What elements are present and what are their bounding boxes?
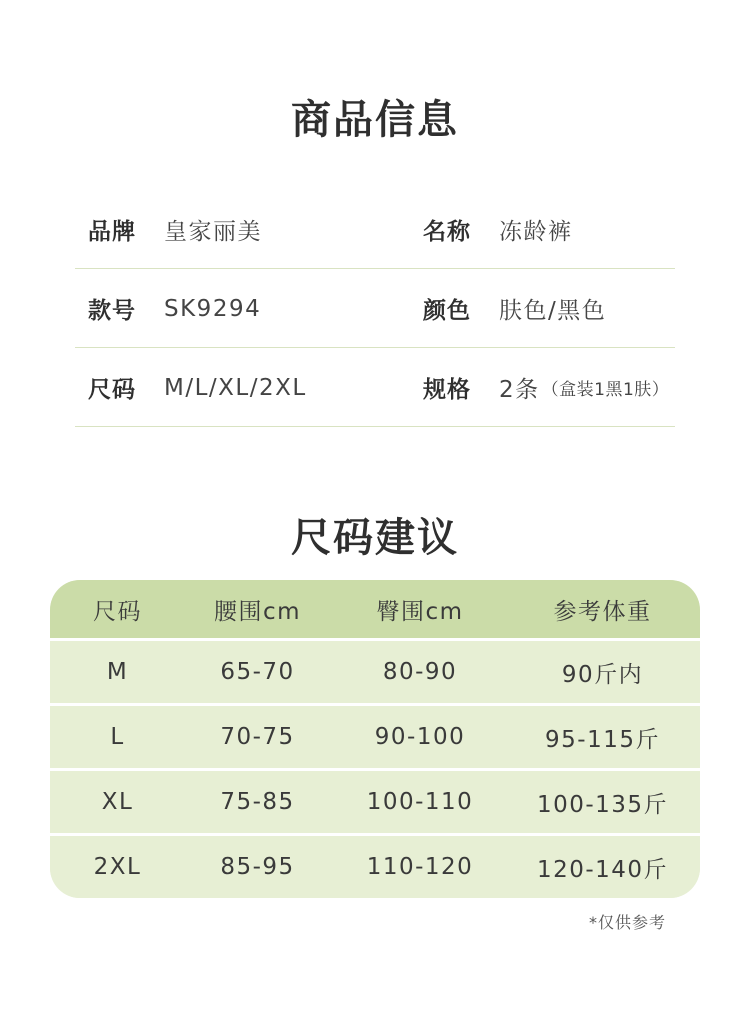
table-row — [50, 771, 700, 833]
info-cell-size — [88, 348, 307, 427]
table-cell: 100-110 — [366, 789, 474, 815]
size-guide-title: 尺码建议 — [291, 515, 459, 561]
reference-footnote: *仅供参考 — [588, 913, 666, 932]
table-header-cell: 腰围cm — [213, 598, 302, 625]
info-note: （盒装1黑1肤） — [541, 380, 670, 400]
info-label: 款号 — [88, 298, 136, 324]
table-cell: 80-90 — [382, 659, 458, 685]
info-value: 冻龄裤 — [499, 219, 573, 245]
info-value: 肤色/黑色 — [499, 298, 607, 324]
table-header-cell: 尺码 — [93, 598, 142, 625]
info-cell-spec — [423, 348, 669, 427]
table-cell: M — [106, 659, 129, 685]
info-value: M/L/XL/2XL — [164, 374, 307, 401]
info-value: SK9294 — [164, 295, 262, 322]
table-row — [50, 836, 700, 898]
info-row-model — [75, 269, 675, 348]
info-row-size — [75, 348, 675, 427]
table-cell: 75-85 — [220, 789, 295, 815]
info-cell-name — [423, 190, 573, 269]
table-cell: 85-95 — [220, 854, 295, 880]
table-cell: L — [110, 724, 125, 750]
size-table — [50, 580, 700, 898]
info-cell-brand — [88, 190, 262, 269]
info-label: 名称 — [423, 219, 471, 245]
table-cell: 90-100 — [374, 724, 466, 750]
info-label: 规格 — [423, 377, 471, 403]
table-cell: XL — [101, 789, 134, 815]
info-label: 颜色 — [423, 298, 471, 324]
table-cell: 65-70 — [220, 659, 295, 685]
info-value: 皇家丽美 — [164, 219, 262, 245]
table-cell: 70-75 — [220, 724, 295, 750]
table-cell: 90斤内 — [561, 661, 644, 688]
table-cell: 2XL — [93, 854, 142, 880]
table-cell: 110-120 — [366, 854, 474, 880]
table-header-cell: 参考体重 — [553, 598, 652, 625]
info-cell-model — [88, 269, 261, 348]
table-cell: 95-115斤 — [545, 726, 660, 753]
info-label: 品牌 — [88, 219, 136, 245]
info-label: 尺码 — [88, 377, 136, 403]
product-info-grid — [75, 190, 675, 427]
info-value: 2条 — [499, 377, 540, 403]
table-header-row — [50, 580, 700, 638]
product-info-title: 商品信息 — [291, 97, 459, 143]
table-row — [50, 706, 700, 768]
table-row — [50, 641, 700, 703]
table-cell: 100-135斤 — [536, 791, 669, 818]
info-cell-color — [423, 269, 606, 348]
info-row-brand — [75, 190, 675, 269]
table-header-cell: 臀围cm — [376, 598, 464, 625]
table-cell: 120-140斤 — [536, 856, 669, 883]
